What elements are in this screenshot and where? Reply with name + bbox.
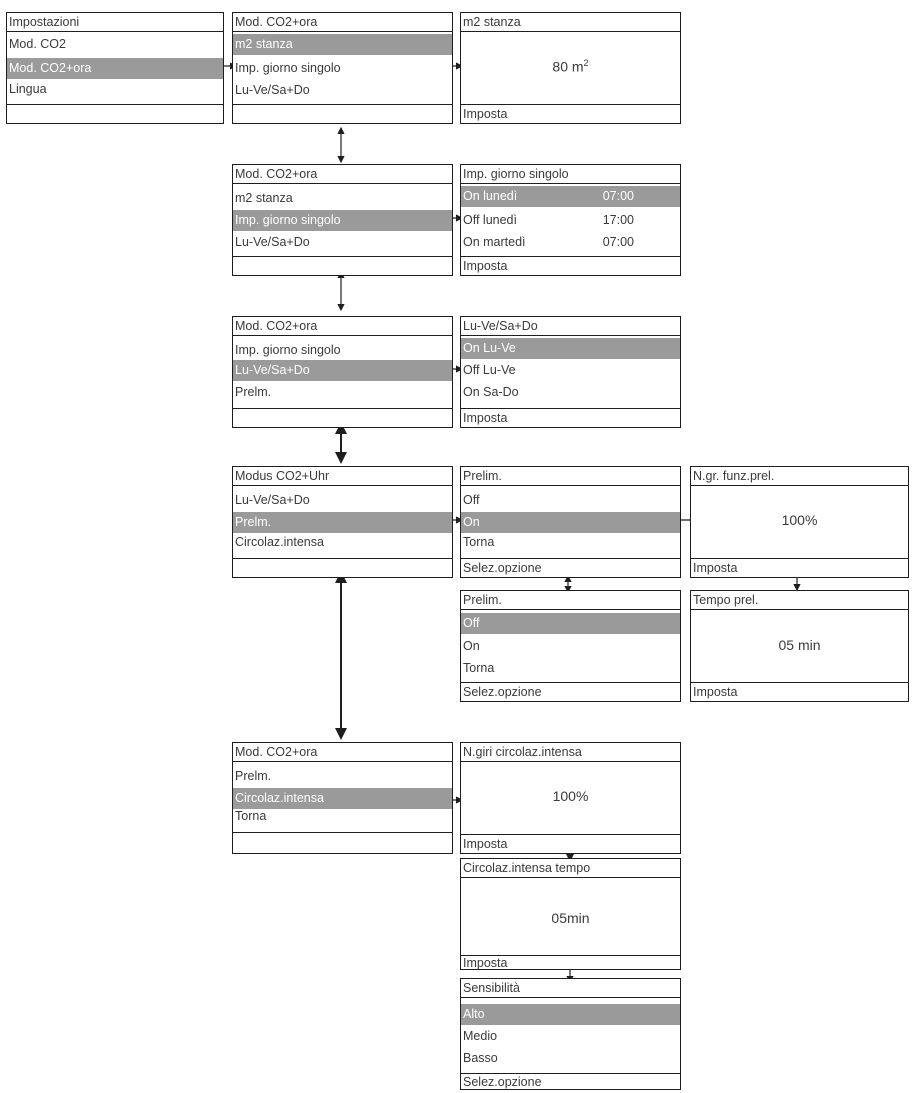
- menu4-title: Modus CO2+Uhr: [235, 469, 330, 483]
- menu2-title: Mod. CO2+ora: [235, 167, 318, 181]
- week-item-on-sa-do[interactable]: On Sa-Do: [463, 385, 519, 399]
- fan-speed-screen: [690, 466, 909, 578]
- menu3-item-prelm[interactable]: Prelm.: [235, 385, 272, 399]
- boost-time-value: 05min: [551, 910, 590, 926]
- menu2-item-m2-stanza[interactable]: m2 stanza: [235, 191, 293, 205]
- pre-time-screen: [690, 590, 909, 702]
- room-size-title: m2 stanza: [463, 15, 521, 29]
- single-day-footer[interactable]: Imposta: [463, 259, 508, 273]
- fan-speed-footer[interactable]: Imposta: [693, 561, 738, 575]
- mod-co2-ora-menu-screen-3: [232, 316, 453, 428]
- menu4-item-prelm[interactable]: Prelm.: [233, 512, 452, 533]
- room-size-footer[interactable]: Imposta: [463, 107, 508, 121]
- menu-item-mod-co2[interactable]: Mod. CO2: [9, 37, 66, 51]
- sensitivity-item-medio[interactable]: Medio: [463, 1029, 498, 1043]
- sensitivity-footer[interactable]: Selez.opzione: [463, 1075, 542, 1089]
- day-row-on-tuesday[interactable]: On martedì 07:00: [463, 235, 634, 249]
- menu1-item-lu-ve[interactable]: Lu-Ve/Sa+Do: [235, 83, 310, 97]
- sensitivity-title: Sensibilità: [463, 981, 520, 995]
- prelim-b-title: Prelim.: [463, 593, 502, 607]
- boost-time-title: Circolaz.intensa tempo: [463, 861, 591, 875]
- sensitivity-item-alto[interactable]: Alto: [461, 1004, 680, 1025]
- modus-co2-uhr-menu-screen: [232, 466, 453, 578]
- weekday-screen: [460, 316, 681, 428]
- prelim-b-item-on[interactable]: On: [463, 639, 480, 653]
- weekday-footer[interactable]: Imposta: [463, 411, 508, 425]
- pre-time-value: 05 min: [778, 637, 821, 653]
- settings-title: Impostazioni: [9, 15, 80, 29]
- sensitivity-screen: [460, 978, 681, 1090]
- settings-menu-screen: [6, 12, 224, 124]
- menu5-item-circolaz[interactable]: Circolaz.intensa: [233, 788, 452, 809]
- boost-time-screen: [460, 858, 681, 970]
- mod-co2-ora-menu-screen: [232, 12, 453, 124]
- week-item-off-lu-ve[interactable]: Off Lu-Ve: [463, 363, 516, 377]
- menu1-item-m2-stanza[interactable]: m2 stanza: [233, 34, 452, 55]
- boost-speed-title: N.giri circolaz.intensa: [463, 745, 582, 759]
- prelim-a-title: Prelim.: [463, 469, 502, 483]
- menu4-item-lu-ve[interactable]: Lu-Ve/Sa+Do: [235, 493, 310, 507]
- menu5-item-prelm[interactable]: Prelm.: [235, 769, 272, 783]
- single-day-title: Imp. giorno singolo: [463, 167, 569, 181]
- sensitivity-item-basso[interactable]: Basso: [463, 1051, 498, 1065]
- menu2-item-giorno-singolo[interactable]: Imp. giorno singolo: [233, 210, 452, 231]
- menu1-item-giorno-singolo[interactable]: Imp. giorno singolo: [235, 61, 341, 75]
- prelim-b-footer[interactable]: Selez.opzione: [463, 685, 542, 699]
- prelim-screen-off: [460, 590, 681, 702]
- prelim-a-item-on[interactable]: On: [461, 512, 680, 533]
- menu4-item-circolaz[interactable]: Circolaz.intensa: [235, 535, 324, 549]
- prelim-b-item-torna[interactable]: Torna: [463, 661, 495, 675]
- fan-speed-value: 100%: [781, 512, 818, 528]
- mod-co2-ora-menu-screen-5: [232, 742, 453, 854]
- room-size-value: 80 $m^2$: [552, 58, 589, 75]
- weekday-title: Lu-Ve/Sa+Do: [463, 319, 538, 333]
- day-row-off-monday[interactable]: Off lunedì 17:00: [463, 213, 634, 227]
- prelim-a-item-off[interactable]: Off: [463, 493, 480, 507]
- week-item-on-lu-ve[interactable]: On Lu-Ve: [461, 338, 680, 359]
- menu3-item-giorno-singolo[interactable]: Imp. giorno singolo: [235, 343, 341, 357]
- room-size-screen: [460, 12, 681, 124]
- boost-speed-footer[interactable]: Imposta: [463, 837, 508, 851]
- pre-time-title: Tempo prel.: [693, 593, 759, 607]
- mod-co2-ora-menu-screen-2: [232, 164, 453, 276]
- boost-speed-screen: [460, 742, 681, 854]
- day-row-on-monday[interactable]: On lunedì 07:00: [461, 186, 680, 207]
- menu3-item-lu-ve[interactable]: Lu-Ve/Sa+Do: [233, 360, 452, 381]
- boost-time-footer[interactable]: Imposta: [463, 956, 508, 970]
- fan-speed-title: N.gr. funz.prel.: [693, 469, 775, 483]
- prelim-screen-on: [460, 466, 681, 578]
- menu5-title: Mod. CO2+ora: [235, 745, 318, 759]
- single-day-screen: [460, 164, 681, 276]
- menu-item-lingua[interactable]: Lingua: [9, 82, 47, 96]
- menu5-item-torna[interactable]: Torna: [235, 809, 267, 823]
- prelim-b-item-off[interactable]: Off: [461, 613, 680, 634]
- menu-item-mod-co2-ora[interactable]: Mod. CO2+ora: [7, 58, 223, 79]
- menu3-title: Mod. CO2+ora: [235, 319, 318, 333]
- pre-time-footer[interactable]: Imposta: [693, 685, 738, 699]
- prelim-a-item-torna[interactable]: Torna: [463, 535, 495, 549]
- prelim-a-footer[interactable]: Selez.opzione: [463, 561, 542, 575]
- menu1-title: Mod. CO2+ora: [235, 15, 318, 29]
- boost-speed-value: 100%: [552, 788, 589, 804]
- menu2-item-lu-ve[interactable]: Lu-Ve/Sa+Do: [235, 235, 310, 249]
